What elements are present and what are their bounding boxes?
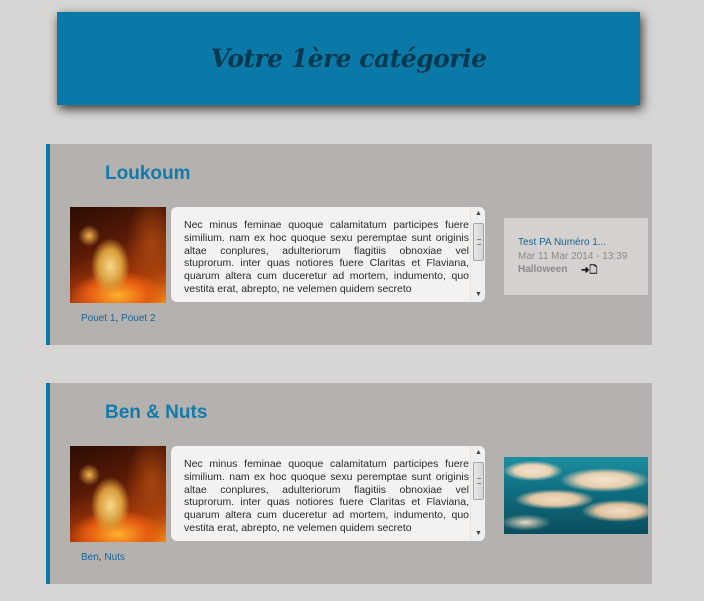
subforum-list: Pouet 1, Pouet 2 <box>81 313 156 324</box>
scroll-up-icon[interactable]: ▲ <box>475 449 482 456</box>
subforum-link[interactable]: Pouet 2 <box>121 313 156 324</box>
forum-title-link[interactable]: Loukoum <box>105 163 191 184</box>
forum-description-box <box>171 446 485 541</box>
description-scrollbar[interactable] <box>470 446 485 541</box>
forum-description: Nec minus feminae quoque calamitatum participes fuere similium. nam ex hoc quoque sexu peremptae sunt originis altae conplures, adulteriorum flagitiis obnoxiae vel stuprorum. inter quas notiores fuere Claritas et Flaviana, quarum altera cum duceretur ad mortem, indumento, quo vestita erat, abrepto, ne velemen quidem secreto <box>184 219 469 295</box>
forum-image[interactable] <box>70 207 166 303</box>
description-scrollbar[interactable] <box>470 207 485 302</box>
go-to-last-post-icon[interactable]: ➜🗋 <box>581 265 598 276</box>
category-title: Votre 1ère catégorie <box>210 44 487 73</box>
subforum-link[interactable]: Pouet 1 <box>81 313 116 324</box>
last-post-box <box>504 218 648 295</box>
forum-description: Nec minus feminae quoque calamitatum participes fuere similium. nam ex hoc quoque sexu peremptae sunt originis altae conplures, adulteriorum flagitiis obnoxiae vel stuprorum. inter quas notiores fuere Claritas et Flaviana, quarum altera cum duceretur ad mortem, indumento, quo vestita erat, abrepto, ne velemen quidem secreto <box>184 458 469 534</box>
subforum-link[interactable]: Ben <box>81 552 99 563</box>
scroll-down-icon[interactable]: ▼ <box>475 291 482 298</box>
scroll-up-icon[interactable]: ▲ <box>475 210 482 217</box>
scroll-thumb[interactable] <box>473 223 484 261</box>
forum-description-box <box>171 207 485 302</box>
last-post-link[interactable]: Test PA Numéro 1... <box>518 237 607 248</box>
last-post-date: Mar 11 Mar 2014 - 13:39 <box>518 251 628 262</box>
subforum-link[interactable]: Nuts <box>104 552 125 563</box>
grip-icon <box>477 478 481 484</box>
scroll-thumb[interactable] <box>473 462 484 500</box>
last-post-image[interactable] <box>504 457 648 534</box>
forum-image[interactable] <box>70 446 166 542</box>
subforum-list: Ben, Nuts <box>81 552 125 563</box>
category-header <box>57 12 640 105</box>
last-post-author[interactable]: Halloween <box>518 264 568 275</box>
forum-row-loukoum <box>46 144 652 345</box>
grip-icon <box>477 239 481 245</box>
forum-title-link[interactable]: Ben & Nuts <box>105 402 208 423</box>
forum-row-ben-nuts <box>46 383 652 584</box>
scroll-down-icon[interactable]: ▼ <box>475 530 482 537</box>
